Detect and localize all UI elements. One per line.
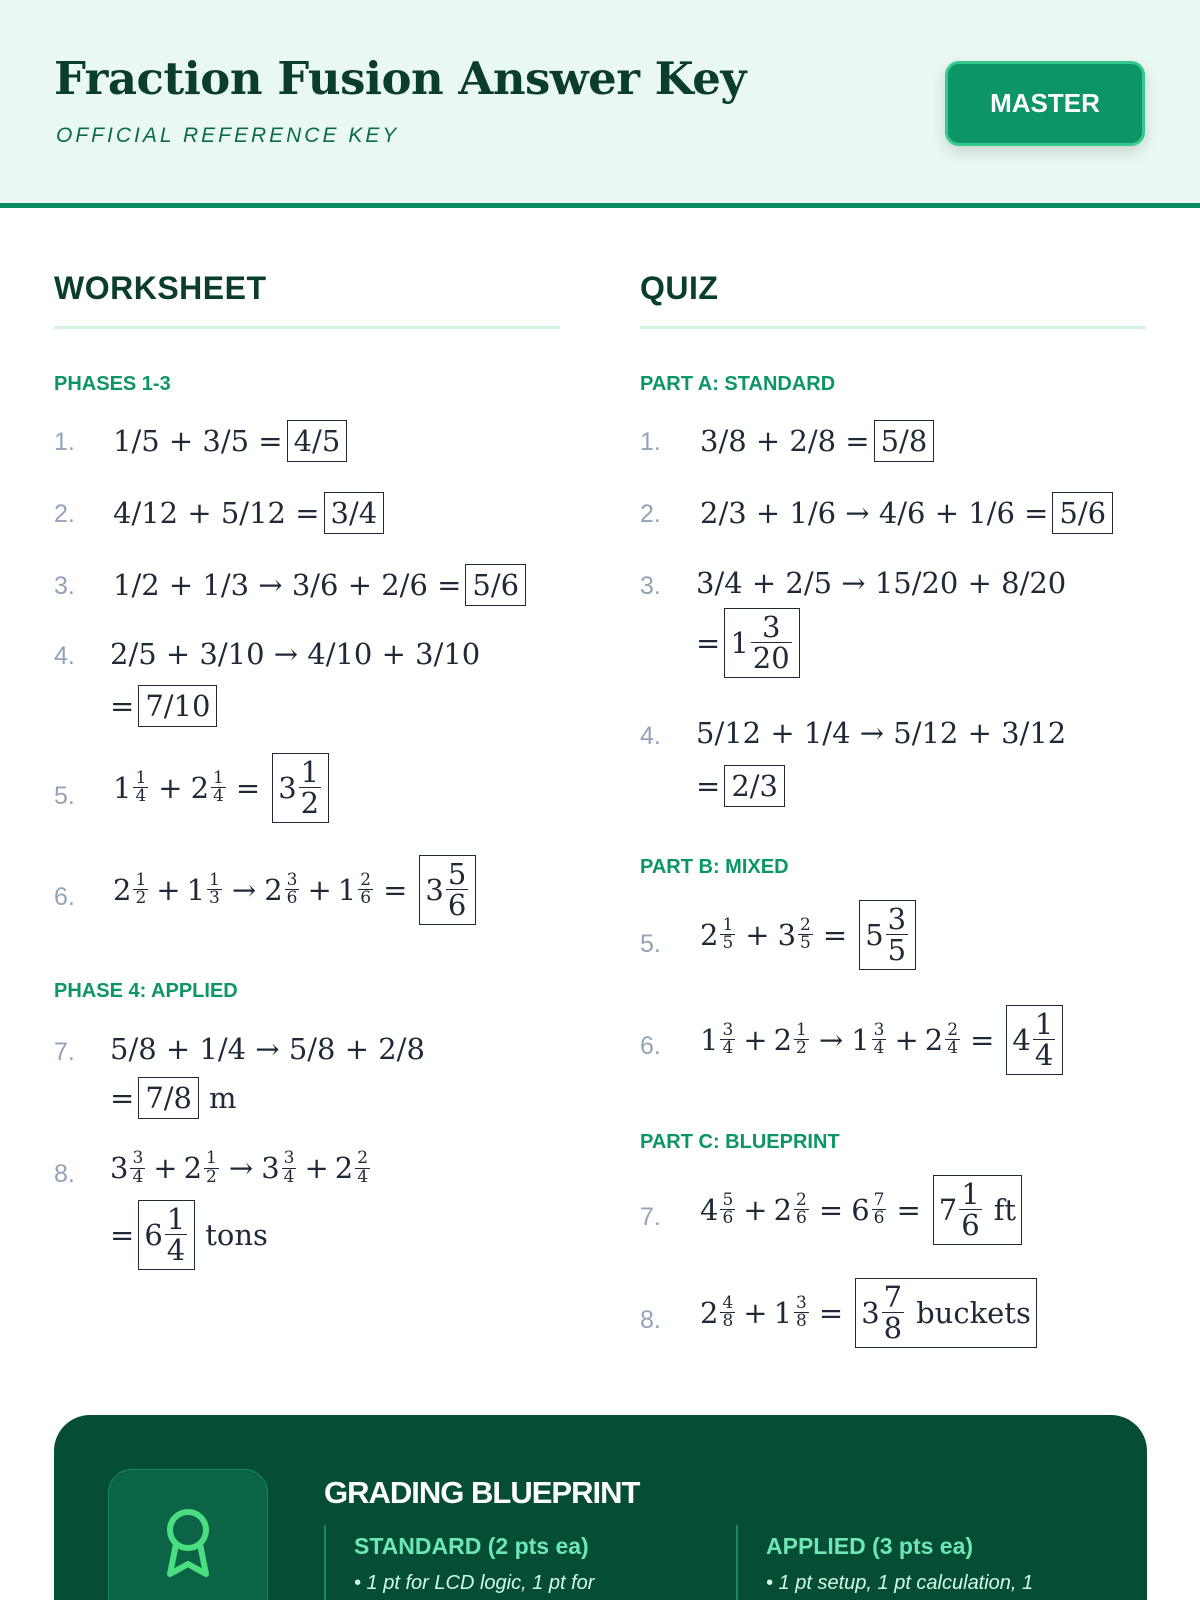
mixed-number: 1 $\frac{2}{6}$: [337, 869, 372, 909]
grading-blueprint-panel: [54, 1415, 1147, 1600]
worksheet-equation-7-result: [110, 1077, 236, 1119]
unit-label: buckets: [916, 1295, 1031, 1330]
quiz-equation-2: [700, 492, 1113, 534]
worksheet-equation-5: 1 $\frac{1}{4}$ + 2 $\frac{1}{4}$ = 3 $\frac{1}{2}$: [113, 753, 329, 823]
answer-box: 7/8: [138, 1077, 199, 1119]
equals-sign: =: [110, 689, 135, 723]
mixed-number: 2 $\frac{1}{2}$: [183, 1148, 217, 1187]
answer-box: 7/10: [138, 685, 217, 727]
equation-expression: 4/12 + 5/12 =: [113, 496, 320, 530]
quiz-section-mixed: PART B: MIXED: [640, 856, 789, 878]
worksheet-item-number: 5.: [54, 782, 75, 810]
equation-expression: 5/8 + 1/4 → 5/8 + 2/8: [110, 1032, 425, 1066]
mixed-number: 2 $\frac{1}{2}$: [773, 1019, 807, 1059]
mixed-number: 4 $\frac{5}{6}$: [700, 1189, 734, 1229]
worksheet-equation-4-result: [110, 685, 217, 727]
answer-box: 1 $\frac{3}{20}$: [724, 608, 799, 678]
mixed-number: 1 $\frac{1}{4}$: [113, 767, 147, 807]
quiz-item-number: 4.: [640, 722, 661, 750]
mixed-number: 3 $\frac{3}{4}$: [261, 1148, 295, 1187]
quiz-equation-4: [696, 716, 1066, 750]
award-icon-container: [108, 1469, 268, 1600]
worksheet-item-number: 6.: [54, 883, 75, 911]
equation-expression: 1/2 + 1/3 → 3/6 + 2/6 =: [113, 568, 462, 602]
worksheet-equation-8: 3 $\frac{3}{4}$ + 2 $\frac{1}{2}$ → 3 $\frac{3}{4}$ + 2 $\frac{2}{4}$: [110, 1150, 372, 1187]
arrow-icon: →: [231, 872, 257, 907]
grading-applied-text: • 1 pt setup, 1 pt calculation, 1: [766, 1572, 1034, 1594]
mixed-number: 1 $\frac{1}{3}$: [186, 869, 220, 909]
answer-box: 5/6: [1052, 492, 1113, 534]
mixed-number: 2 $\frac{4}{8}$: [700, 1292, 734, 1332]
worksheet-section-phases: PHASES 1-3: [54, 373, 171, 395]
worksheet-heading: WORKSHEET: [54, 270, 267, 306]
worksheet-equation-8-result: = 6 $\frac{1}{4}$ tons: [110, 1200, 268, 1270]
grading-standard-column: [324, 1525, 704, 1600]
mixed-number: 2 $\frac{3}{6}$: [264, 869, 298, 909]
unit-label: ft: [993, 1192, 1017, 1227]
quiz-equation-8: 2 $\frac{4}{8}$ + 1 $\frac{3}{8}$ = 3 $\frac{7}{8}$ buckets: [700, 1278, 1037, 1348]
worksheet-equation-6: 2 $\frac{1}{2}$ + 1 $\frac{1}{3}$ → 2 $\frac{3}{6}$ + 1 $\frac{2}{6}$ = 3 $\frac{5}{6}$: [113, 855, 476, 925]
equation-expression: 5/12 + 1/4 → 5/12 + 3/12: [696, 716, 1067, 750]
quiz-equation-4-result: = 2/3: [696, 765, 785, 807]
quiz-equation-3: [696, 566, 1066, 600]
equation-expression: 3/4 + 2/5 → 15/20 + 8/20: [696, 566, 1067, 600]
quiz-item-number: 6.: [640, 1032, 661, 1060]
mixed-number: 2 $\frac{1}{4}$: [190, 767, 224, 807]
quiz-item-number: 8.: [640, 1306, 661, 1334]
grading-applied-title: APPLIED (3 pts ea): [766, 1533, 974, 1559]
worksheet-item-number: 8.: [54, 1160, 75, 1188]
answer-box: 2/3: [724, 765, 785, 807]
mixed-number: 2 $\frac{2}{6}$: [773, 1189, 807, 1229]
mixed-number: 2 $\frac{1}{5}$: [700, 914, 734, 954]
grading-standard-title: STANDARD (2 pts ea): [354, 1533, 589, 1559]
arrow-icon: →: [228, 1151, 254, 1186]
quiz-item-number: 3.: [640, 572, 661, 600]
grading-applied-column: [736, 1525, 1116, 1600]
quiz-heading: QUIZ: [640, 270, 719, 306]
worksheet-equation-4: [110, 637, 480, 671]
answer-box: 3 $\frac{5}{6}$: [419, 855, 476, 925]
worksheet-item-number: 3.: [54, 572, 75, 600]
equation-expression: 1/5 + 3/5 =: [113, 424, 283, 458]
grading-standard-text: • 1 pt for LCD logic, 1 pt for: [354, 1572, 595, 1594]
answer-box: 3/4: [324, 492, 385, 534]
quiz-equation-7: 4 $\frac{5}{6}$ + 2 $\frac{2}{6}$ = 6 $\frac{7}{6}$ = 7 $\frac{1}{6}$ ft: [700, 1175, 1022, 1245]
unit-label: m: [208, 1081, 237, 1115]
worksheet-item-number: 2.: [54, 500, 75, 528]
worksheet-item-number: 4.: [54, 642, 75, 670]
equals-sign: =: [110, 1081, 135, 1115]
answer-box: 7 $\frac{1}{6}$ ft: [933, 1175, 1022, 1245]
quiz-equation-6: 1 $\frac{3}{4}$ + 2 $\frac{1}{2}$ → 1 $\frac{3}{4}$ + 2 $\frac{2}{4}$ = 4 $\frac{1}{4}$: [700, 1005, 1063, 1075]
equation-expression: 2/5 + 3/10 → 4/10 + 3/10: [110, 637, 481, 671]
grading-title: GRADING BLUEPRINT: [324, 1475, 640, 1510]
answer-box: 3 $\frac{7}{8}$ buckets: [855, 1278, 1037, 1348]
mixed-number: 1 $\frac{3}{4}$: [700, 1019, 734, 1059]
mixed-number: 1 $\frac{3}{8}$: [773, 1292, 807, 1332]
answer-box: 4 $\frac{1}{4}$: [1006, 1005, 1063, 1075]
mixed-number: 6 $\frac{7}{6}$: [851, 1189, 885, 1229]
answer-box: 4/5: [287, 420, 348, 462]
worksheet-divider: [54, 326, 560, 329]
answer-box: 5 $\frac{3}{5}$: [859, 900, 916, 970]
arrow-icon: →: [818, 1022, 844, 1057]
quiz-equation-1: [700, 420, 934, 462]
quiz-item-number: 2.: [640, 500, 661, 528]
worksheet-equation-1: [113, 420, 347, 462]
quiz-item-number: 1.: [640, 428, 661, 456]
worksheet-item-number: 7.: [54, 1038, 75, 1066]
quiz-item-number: 7.: [640, 1203, 661, 1231]
master-badge: MASTER: [945, 61, 1145, 146]
mixed-number: 2 $\frac{1}{2}$: [113, 869, 147, 909]
answer-box: 3 $\frac{1}{2}$: [272, 753, 329, 823]
quiz-section-standard: PART A: STANDARD: [640, 373, 836, 395]
mixed-number: 3 $\frac{2}{5}$: [777, 914, 811, 954]
equation-expression: 2/3 + 1/6 → 4/6 + 1/6 =: [700, 496, 1049, 530]
page-subtitle: OFFICIAL REFERENCE KEY: [56, 124, 400, 147]
answer-box: 5/8: [874, 420, 935, 462]
header: [0, 0, 1200, 208]
quiz-equation-3-result: = 1 $\frac{3}{20}$: [696, 608, 800, 678]
unit-label: tons: [205, 1217, 268, 1252]
worksheet-equation-3: [113, 564, 526, 606]
quiz-item-number: 5.: [640, 930, 661, 958]
answer-box: 5/6: [465, 564, 526, 606]
quiz-section-blueprint: PART C: BLUEPRINT: [640, 1131, 840, 1153]
answer-box: 6 $\frac{1}{4}$: [138, 1200, 195, 1270]
worksheet-equation-7: [110, 1032, 425, 1066]
mixed-number: 1 $\frac{3}{4}$: [851, 1019, 885, 1059]
mixed-number: 3 $\frac{3}{4}$: [110, 1148, 144, 1187]
equation-expression: 3/8 + 2/8 =: [700, 424, 870, 458]
worksheet-equation-2: [113, 492, 384, 534]
quiz-divider: [640, 326, 1146, 329]
worksheet-item-number: 1.: [54, 428, 75, 456]
mixed-number: 2 $\frac{2}{4}$: [924, 1019, 959, 1059]
quiz-equation-5: 2 $\frac{1}{5}$ + 3 $\frac{2}{5}$ = 5 $\frac{3}{5}$: [700, 900, 916, 970]
page-title: Fraction Fusion Answer Key: [54, 52, 747, 105]
award-ribbon-icon: [162, 1506, 214, 1600]
worksheet-section-applied: PHASE 4: APPLIED: [54, 980, 238, 1002]
mixed-number: 2 $\frac{2}{4}$: [334, 1148, 369, 1187]
